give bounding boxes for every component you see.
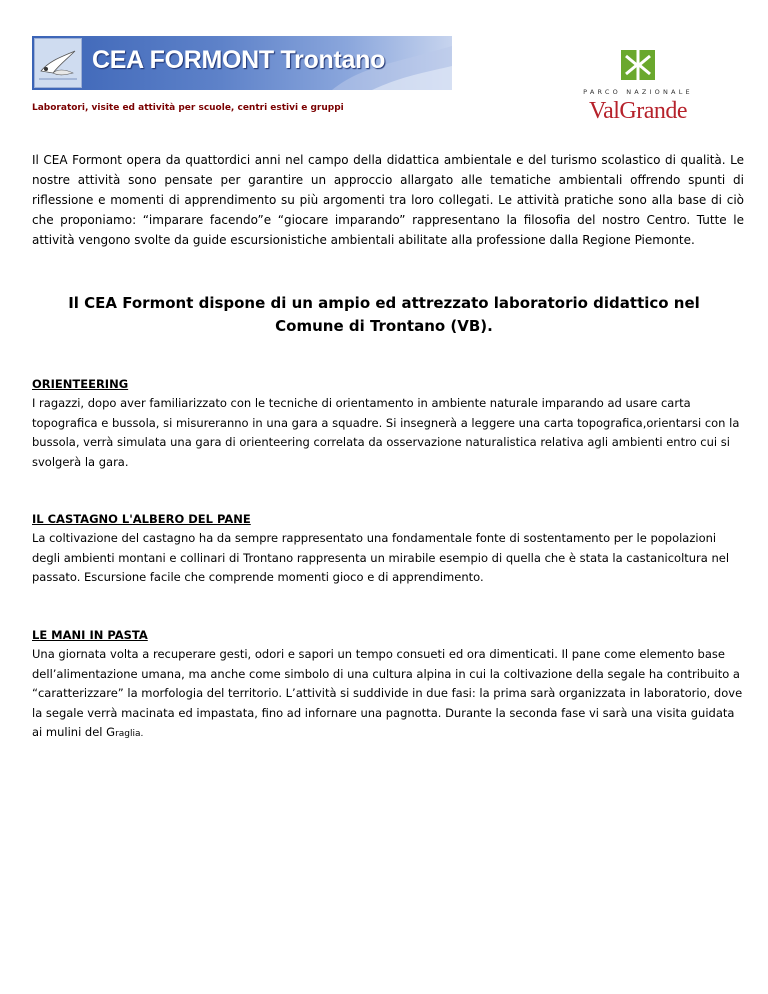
section-body-text: Una giornata volta a recuperare gesti, odori e sapori un tempo consueti ed ora dimenticati. Il pane come elemento base dell’alimentazione umana, ma anche come simbolo di una cultura alpina in cui la coltivazione della segale ha contribuito a “caratterizzare” la morfologia del territorio. L’attività si suddivide in due fasi: la prima sarà organizzata in laboratorio, dove la segale verrà macinata ed impastata, fino ad infornare una pagnotta. Durante la seconda fase vi sarà una visita guidata ai mulini del G — [32, 647, 743, 739]
cea-logo — [34, 38, 82, 88]
header-banner — [32, 36, 452, 90]
bird-icon — [35, 39, 81, 87]
section-orienteering — [32, 375, 744, 472]
banner-title: CEA FORMONT Trontano — [92, 46, 386, 74]
leaf-emblem-icon — [566, 42, 710, 86]
section-body-tail: raglia. — [115, 729, 144, 739]
section-mani-in-pasta — [32, 626, 744, 745]
section-title: IL CASTAGNO L'ALBERO DEL PANE — [32, 512, 251, 526]
headline: Il CEA Formont dispone di un ampio ed attrezzato laboratorio didattico nel Comune di Trontano (VB). — [68, 294, 700, 335]
section-body — [32, 645, 744, 745]
section-castagno — [32, 510, 744, 588]
park-logo — [566, 42, 710, 134]
section-title: LE MANI IN PASTA — [32, 628, 148, 642]
section-body: La coltivazione del castagno ha da sempre rappresentato una fondamentale fonte di sostentamento per le popolazioni degli ambienti montani e collinari di Trontano rappresenta un mirabile esempio di quella che è stata la castanicoltura nel passato. Escursione facile che comprende momenti gioco e di apprendimento. — [32, 531, 730, 584]
subtitle: Laboratori, visite ed attività per scuole, centri estivi e gruppi — [32, 103, 344, 113]
section-body: I ragazzi, dopo aver familiarizzato con le tecniche di orientamento in ambiente naturale imparando ad usare carta topografica e bussola, si misureranno in una gara a squadre. Si insegnerà a leggere una carta topografica,orientarsi con la bussola, verrà simulata una gara di orienteering correlata da osservazione naturalistica relativa agli ambienti entro cui si svolgerà la gara. — [32, 396, 740, 469]
intro-paragraph: Il CEA Formont opera da quattordici anni nel campo della didattica ambientale e del turismo scolastico di qualità. Le nostre attività sono pensate per garantire un approccio allargato alle tematiche ambientali offrendo spunti di riflessione e momenti di apprendimento su più argomenti tra loro collegati. Le attività pratiche sono alla base di ciò che proponiamo: “imparare facendo”e “giocare imparando” rappresentano la filosofia del nostro Centro. Tutte le attività vengono svolte da guide escursionistiche ambientali abilitate alla professione dalla Regione Piemonte. — [32, 153, 744, 247]
section-title: ORIENTEERING — [32, 377, 129, 391]
park-caption: PARCO NAZIONALE — [583, 88, 693, 96]
park-name: ValGrande — [588, 98, 688, 124]
